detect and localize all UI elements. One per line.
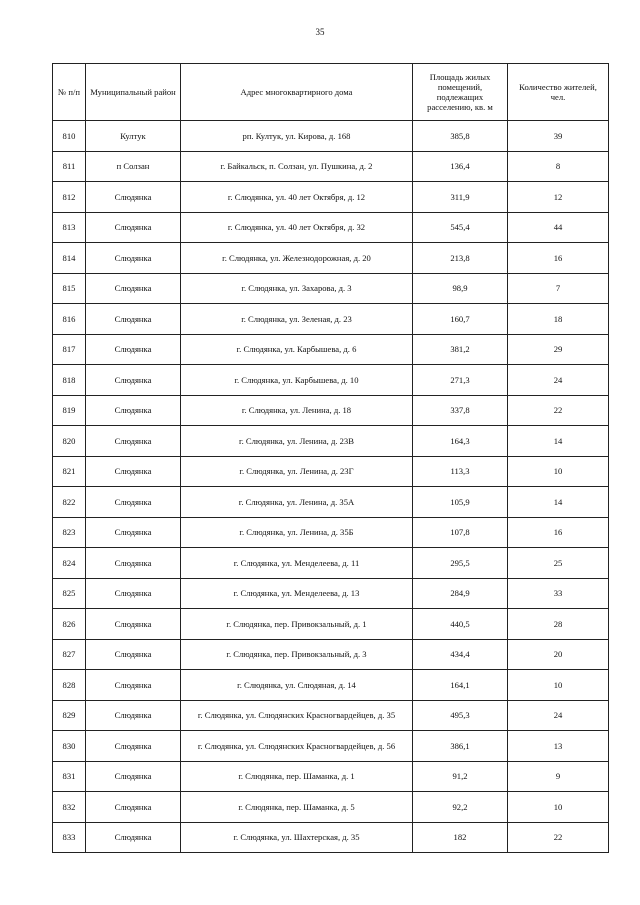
table-row	[53, 548, 609, 579]
cell-area: 105,9	[413, 487, 508, 518]
cell-residents: 12	[508, 182, 609, 213]
cell-address: г. Слюдянка, ул. Ленина, д. 23В	[181, 426, 413, 457]
cell-residents: 44	[508, 212, 609, 243]
cell-area: 164,1	[413, 670, 508, 701]
cell-residents: 24	[508, 365, 609, 396]
table-row	[53, 182, 609, 213]
cell-address: г. Слюдянка, ул. Захарова, д. 3	[181, 273, 413, 304]
cell-area: 271,3	[413, 365, 508, 396]
housing-registry-table	[52, 63, 609, 853]
cell-district: Слюдянка	[86, 334, 181, 365]
cell-area: 545,4	[413, 212, 508, 243]
cell-district: Слюдянка	[86, 761, 181, 792]
table-row	[53, 670, 609, 701]
cell-district: Слюдянка	[86, 609, 181, 640]
cell-residents: 7	[508, 273, 609, 304]
cell-residents: 10	[508, 670, 609, 701]
cell-address: г. Слюдянка, ул. Слюдянских Красногвардейцев, д. 56	[181, 731, 413, 762]
table-row	[53, 487, 609, 518]
cell-num: 832	[53, 792, 86, 823]
cell-area: 284,9	[413, 578, 508, 609]
cell-num: 810	[53, 121, 86, 152]
cell-address: г. Слюдянка, ул. Зеленая, д. 23	[181, 304, 413, 335]
cell-residents: 18	[508, 304, 609, 335]
cell-district: Слюдянка	[86, 395, 181, 426]
cell-num: 824	[53, 548, 86, 579]
cell-num: 826	[53, 609, 86, 640]
cell-area: 107,8	[413, 517, 508, 548]
cell-residents: 13	[508, 731, 609, 762]
cell-num: 815	[53, 273, 86, 304]
cell-district: Слюдянка	[86, 426, 181, 457]
table-row	[53, 151, 609, 182]
cell-residents: 24	[508, 700, 609, 731]
cell-address: г. Слюдянка, пер. Привокзальный, д. 1	[181, 609, 413, 640]
cell-num: 833	[53, 822, 86, 853]
cell-district: Слюдянка	[86, 517, 181, 548]
cell-num: 811	[53, 151, 86, 182]
cell-district: Слюдянка	[86, 273, 181, 304]
cell-address: рп. Култук, ул. Кирова, д. 168	[181, 121, 413, 152]
cell-district: Слюдянка	[86, 456, 181, 487]
cell-address: г. Байкальск, п. Солзан, ул. Пушкина, д. 2	[181, 151, 413, 182]
cell-district: Слюдянка	[86, 700, 181, 731]
cell-address: г. Слюдянка, ул. Менделеева, д. 13	[181, 578, 413, 609]
table-row	[53, 639, 609, 670]
cell-area: 337,8	[413, 395, 508, 426]
table-row	[53, 792, 609, 823]
cell-residents: 10	[508, 792, 609, 823]
table-row	[53, 243, 609, 274]
table-row	[53, 426, 609, 457]
cell-residents: 16	[508, 517, 609, 548]
cell-area: 385,8	[413, 121, 508, 152]
cell-district: Слюдянка	[86, 731, 181, 762]
cell-district: Слюдянка	[86, 304, 181, 335]
cell-area: 213,8	[413, 243, 508, 274]
cell-address: г. Слюдянка, пер. Шаманка, д. 1	[181, 761, 413, 792]
cell-area: 182	[413, 822, 508, 853]
header-num: № п/п	[53, 64, 86, 121]
cell-residents: 20	[508, 639, 609, 670]
cell-address: г. Слюдянка, ул. Слюдянских Красногвардейцев, д. 35	[181, 700, 413, 731]
table-row	[53, 273, 609, 304]
cell-area: 440,5	[413, 609, 508, 640]
header-district: Муниципальный район	[86, 64, 181, 121]
cell-address: г. Слюдянка, ул. Шахтерская, д. 35	[181, 822, 413, 853]
table-row	[53, 121, 609, 152]
header-residents: Количество жителей, чел.	[508, 64, 609, 121]
table-row	[53, 456, 609, 487]
cell-num: 827	[53, 639, 86, 670]
cell-address: г. Слюдянка, пер. Шаманка, д. 5	[181, 792, 413, 823]
cell-residents: 28	[508, 609, 609, 640]
table-row	[53, 334, 609, 365]
cell-num: 825	[53, 578, 86, 609]
cell-district: Слюдянка	[86, 670, 181, 701]
cell-address: г. Слюдянка, ул. Ленина, д. 35Б	[181, 517, 413, 548]
table-row	[53, 761, 609, 792]
cell-area: 295,5	[413, 548, 508, 579]
cell-num: 820	[53, 426, 86, 457]
table-header	[53, 64, 609, 121]
cell-address: г. Слюдянка, ул. Ленина, д. 35А	[181, 487, 413, 518]
cell-residents: 8	[508, 151, 609, 182]
table-row	[53, 365, 609, 396]
page-number: 35	[315, 27, 325, 37]
cell-num: 823	[53, 517, 86, 548]
cell-area: 386,1	[413, 731, 508, 762]
table-row	[53, 731, 609, 762]
cell-address: г. Слюдянка, ул. Карбышева, д. 10	[181, 365, 413, 396]
table-row	[53, 578, 609, 609]
cell-area: 92,2	[413, 792, 508, 823]
cell-num: 813	[53, 212, 86, 243]
cell-area: 495,3	[413, 700, 508, 731]
cell-area: 98,9	[413, 273, 508, 304]
cell-address: г. Слюдянка, пер. Привокзальный, д. 3	[181, 639, 413, 670]
cell-district: Слюдянка	[86, 212, 181, 243]
cell-district: Слюдянка	[86, 639, 181, 670]
cell-area: 113,3	[413, 456, 508, 487]
cell-residents: 22	[508, 822, 609, 853]
cell-num: 819	[53, 395, 86, 426]
cell-area: 160,7	[413, 304, 508, 335]
table-row	[53, 822, 609, 853]
cell-num: 816	[53, 304, 86, 335]
cell-num: 828	[53, 670, 86, 701]
cell-address: г. Слюдянка, ул. Ленина, д. 23Г	[181, 456, 413, 487]
cell-district: Слюдянка	[86, 578, 181, 609]
cell-residents: 39	[508, 121, 609, 152]
cell-residents: 33	[508, 578, 609, 609]
cell-address: г. Слюдянка, ул. Слюдяная, д. 14	[181, 670, 413, 701]
cell-district: Слюдянка	[86, 487, 181, 518]
table-row	[53, 609, 609, 640]
cell-district: п Солзан	[86, 151, 181, 182]
cell-num: 830	[53, 731, 86, 762]
cell-num: 814	[53, 243, 86, 274]
cell-district: Слюдянка	[86, 792, 181, 823]
cell-area: 381,2	[413, 334, 508, 365]
cell-area: 434,4	[413, 639, 508, 670]
table-row	[53, 212, 609, 243]
table-row	[53, 517, 609, 548]
table-body	[53, 121, 609, 853]
cell-residents: 22	[508, 395, 609, 426]
cell-residents: 29	[508, 334, 609, 365]
cell-district: Слюдянка	[86, 548, 181, 579]
header-area: Площадь жилых помещений, подлежащих расселению, кв. м	[413, 64, 508, 121]
cell-residents: 14	[508, 426, 609, 457]
cell-residents: 9	[508, 761, 609, 792]
table-row	[53, 700, 609, 731]
cell-address: г. Слюдянка, ул. Менделеева, д. 11	[181, 548, 413, 579]
cell-num: 829	[53, 700, 86, 731]
cell-residents: 25	[508, 548, 609, 579]
cell-area: 91,2	[413, 761, 508, 792]
cell-area: 164,3	[413, 426, 508, 457]
cell-address: г. Слюдянка, ул. 40 лет Октября, д. 12	[181, 182, 413, 213]
cell-district: Слюдянка	[86, 182, 181, 213]
cell-area: 136,4	[413, 151, 508, 182]
cell-residents: 10	[508, 456, 609, 487]
cell-num: 817	[53, 334, 86, 365]
header-address: Адрес многоквартирного дома	[181, 64, 413, 121]
cell-district: Слюдянка	[86, 365, 181, 396]
cell-address: г. Слюдянка, ул. 40 лет Октября, д. 32	[181, 212, 413, 243]
cell-num: 822	[53, 487, 86, 518]
cell-residents: 14	[508, 487, 609, 518]
table-row	[53, 395, 609, 426]
cell-address: г. Слюдянка, ул. Карбышева, д. 6	[181, 334, 413, 365]
cell-district: Слюдянка	[86, 822, 181, 853]
cell-num: 821	[53, 456, 86, 487]
cell-num: 831	[53, 761, 86, 792]
cell-residents: 16	[508, 243, 609, 274]
cell-area: 311,9	[413, 182, 508, 213]
cell-district: Култук	[86, 121, 181, 152]
cell-num: 818	[53, 365, 86, 396]
cell-address: г. Слюдянка, ул. Ленина, д. 18	[181, 395, 413, 426]
cell-district: Слюдянка	[86, 243, 181, 274]
cell-num: 812	[53, 182, 86, 213]
cell-address: г. Слюдянка, ул. Железнодорожная, д. 20	[181, 243, 413, 274]
table-row	[53, 304, 609, 335]
header-row	[53, 64, 609, 121]
